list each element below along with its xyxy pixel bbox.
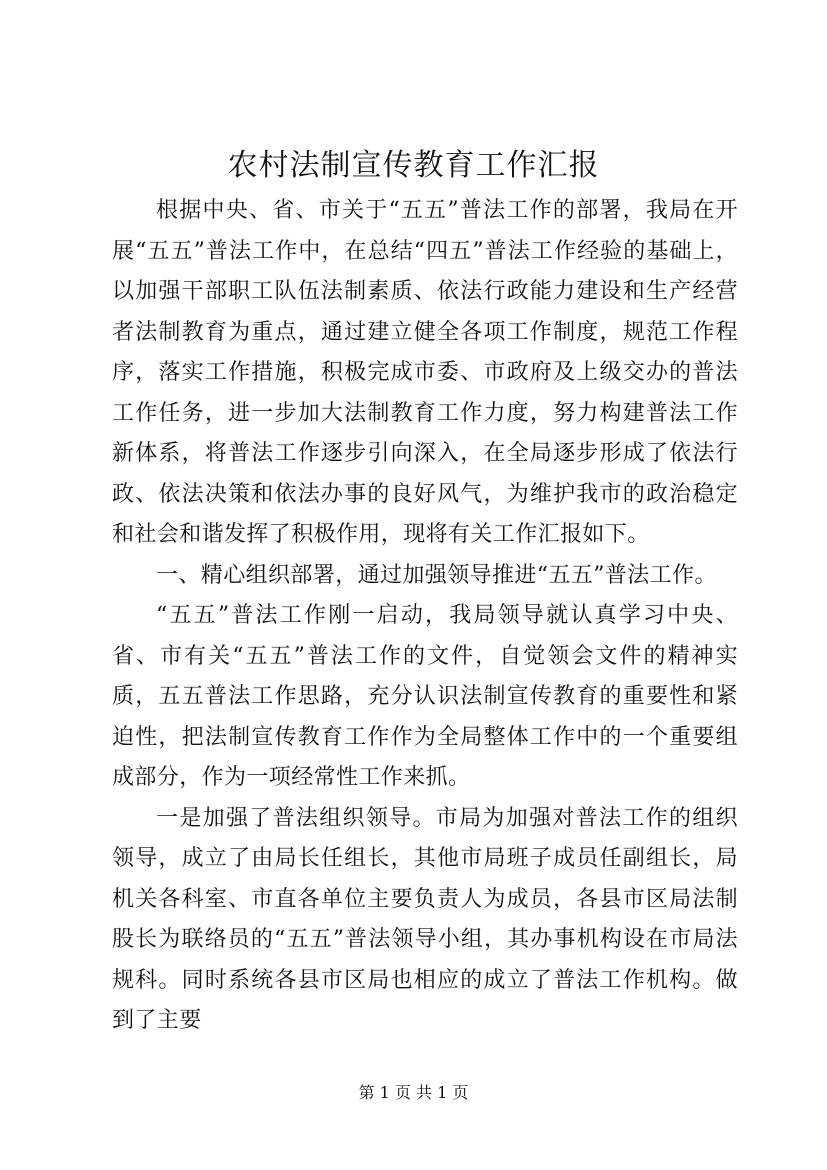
paragraph-leadership: 一是加强了普法组织领导。市局为加强对普法工作的组织领导，成立了由局长任组长，其他市局班子成员任副组长，局机关各科室、市直各单位主要负责人为成员，各县市区局法制股长为联络员的“五五”普法领导小组，其办事机构设在市局法规科。同时系统各县市区局也相应的成立了普法工作机构。做到了主要 <box>112 805 738 1033</box>
paragraph-launch: “五五”普法工作刚一启动，我局领导就认真学习中央、省、市有关“五五”普法工作的文件，自觉领会文件的精神实质，五五普法工作思路，充分认识法制宣传教育的重要性和紧迫性，把法制宣传教育工作作为全局整体工作中的一个重要组成部分，作为一项经常性工作来抓。 <box>112 603 738 790</box>
document-body <box>112 191 738 1042</box>
section-heading-one: 一、精心组织部署，通过加强领导推进“五五”普法工作。 <box>156 562 717 588</box>
document-title: 农村法制宣传教育工作汇报 <box>227 148 600 183</box>
page-number-footer: 第 1 页 共 1 页 <box>358 1083 469 1102</box>
paragraph-intro: 根据中央、省、市关于“五五”普法工作的部署，我局在开展“五五”普法工作中，在总结“四五”普法工作经验的基础上，以加强干部职工队伍法制素质、依法行政能力建设和生产经营者法制教育为重点，通过建立健全各项工作制度，规范工作程序，落实工作措施，积极完成市委、市政府及上级交办的普法工作任务，进一步加大法制教育工作力度，努力构建普法工作新体系，将普法工作逐步引向深入，在全局逐步形成了依法行政、依法决策和依法办事的良好风气，为维护我市的政治稳定和社会和谐发挥了积极作用，现将有关工作汇报如下。 <box>112 198 738 547</box>
